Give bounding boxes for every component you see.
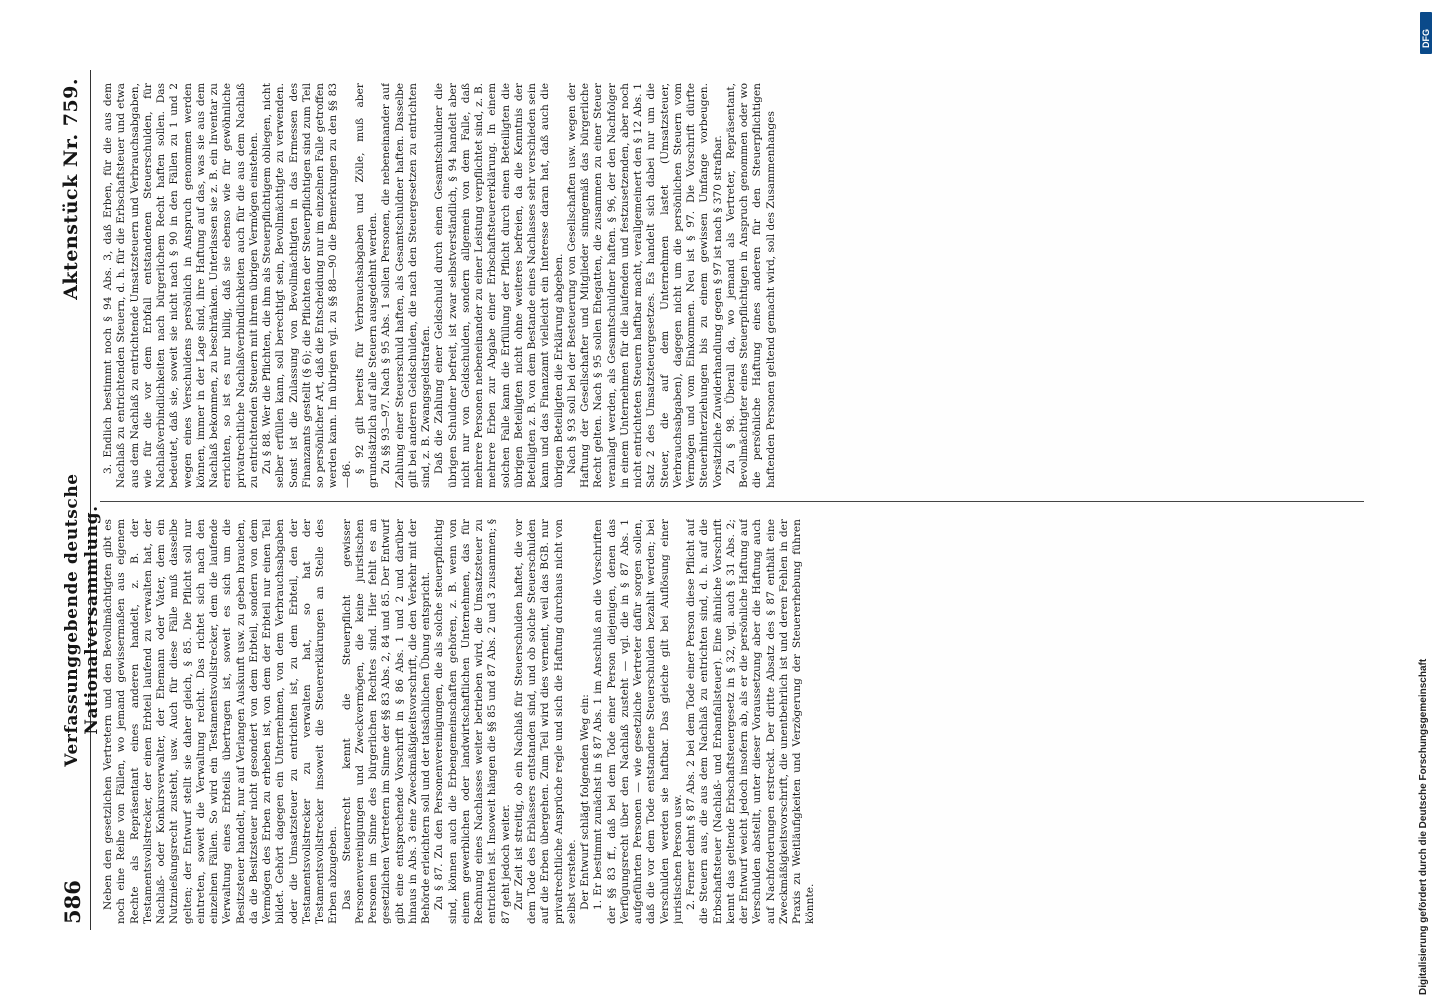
- paragraph: Zur Zeit ist streitig, ob ein Nachlaß für Steuerschulden haftet, die vor dem Tode des Erblassers entstanden sind, und ob solche Steuerschulden auf die Erben übergehen. Zum Teil wird dies verneint, weil das BGB. nur privatrechtliche Ansprüche regle und sich die Haftung durchaus nicht von selbst verstehe.: [512, 519, 578, 924]
- dfg-logo: [1420, 12, 1432, 54]
- paragraph: Zu §§ 93—97. Nach § 95 Abs. 1 sollen Personen, die nebeneinander auf Zahlung einer Steuerschuld haften, als Gesamtschuldner haften. Dasselbe gilt bei anderen Geldschulden, die nach den Steuergesetzen zu entrichten sind, z. B. Zwangsgeldstrafen.: [380, 83, 432, 488]
- paragraph: 1. Er bestimmt zunächst in § 87 Abs. 1 im Anschluß an die Vorschriften der §§ 83 ff., daß bei dem Tode einer Person diejenigen, denen das Verfügungsrecht über den Nachlaß zusteht — vgl. die in § 87 Abs. 1 aufgeführten Personen — wie gesetzliche Vertreter dafür sorgen sollen, daß die vor dem Tode entstandene Steuerschulden bezahlt werden; bei Verschulden werden sie haftbar. Das gleiche gilt bei Auflösung einer juristischen Person usw.: [592, 519, 684, 924]
- paragraph: Zu § 98. Überall da, wo jemand als Vertreter, Repräsentant, Bevollmächtigter eines Steuerpflichtigen in Anspruch genommen oder wo die persönliche Haftung eines anderen für den Steuerpflichtigen haftenden Personen geltend gemacht wird, soll des Zusammenhanges: [724, 83, 777, 488]
- scanned-page: [40, 70, 1380, 930]
- paragraph: 2. Ferner dehnt § 87 Abs. 2 bei dem Tode einer Person diese Pflicht auf die Steuern aus, die aus dem Nachlaß zu entrichten sind, d. h. auf die Erbschaftsteuer (Nachlaß- und Erbanfallsteuer). Eine ähnliche Vorschrift kennt das geltende Erbschaftsteuergesetz in § 32, vgl. auch § 31 Abs. 2; der Entwurf weicht jedoch insofern ab, als er die persönliche Haftung auf Verschulden abstellt, unter dieser Voraussetzung aber die Haftung auch auf Nachforderungen erstreckt. Der dritte Absatz des § 87 enthält eine Zweckmäßigkeitsvorschrift, die unentbehrlich ist und deren Fehlen in der Praxis zu Weitläufigkeiten und Verzögerung der Steuererhebung führen könnte.: [685, 519, 817, 924]
- paragraph: Das Steuerrecht kennt die Steuerpflicht gewisser Personenvereinigungen und Zweckvermögen, die keine juristischen Personen im Sinne des bürgerlichen Rechtes sind. Hier fehlt es an gesetzlichen Vertretern im Sinne der §§ 83 Abs. 2, 84 und 85. Der Entwurf gibt eine entsprechende Vorschrift in § 86 Abs. 1 und 2 und darüber hinaus in Abs. 3 eine Zweckmäßigkeitsvorschrift, die den Verkehr mit der Behörde erleichtern soll und der tatsächlichen Übung entspricht.: [340, 519, 432, 924]
- paragraph: Der Entwurf schlägt folgenden Weg ein:: [579, 694, 591, 910]
- document-number: Aktenstück Nr. 759.: [60, 78, 82, 300]
- right-text-column: [102, 83, 1368, 488]
- paragraph: Zu § 88. Wer die Pflichten, die ihm als Steuerpflichtigem obliegen, nicht selber erfüllen kann, soll berechtigt sein, Bevollmächtigte zu verwenden. Sonst ist die Zulassung von Bevollmächtigten in das Ermessen des Finanzamts gestellt (§ 6); die Pflichten der Steuerpflichtigen sind zum Teil so persönlicher Art, daß die Entscheidung nur im einzelnen Falle getroffen werden kann. Im übrigen vgl. zu §§ 88—90 die Bemerkungen zu den §§ 83—86.: [261, 83, 353, 488]
- column-divider: [100, 501, 1364, 502]
- left-text-column: [102, 519, 1368, 924]
- paragraph: Nach § 93 soll bei der Besteuerung von Gesellschaften usw. wegen der Haftung der Gesellschafter und Mitglieder sinngemäß das bürgerliche Recht gelten. Nach § 95 sollen Ehegatten, die zusammen zu einer Steuer veranlagt werden, als Gesamtschuldner haften. § 96, der den Nachfolger in einem Unternehmen für die laufenden und festzusetzenden, aber noch nicht entrichteten Steuern haftbar macht, verallgemeinert den § 12 Abs. 1 Satz 2 des Umsatzsteuergesetzes. Es handelt sich dabei nur um die Steuer, die auf dem Unternehmen lastet (Umsatzsteuer, Verbrauchsabgaben), dagegen nicht um die persönlichen Steuern vom Vermögen und vom Einkommen. Neu ist § 97. Die Vorschrift dürfte Steuerhinterziehungen bis zu einem gewissen Umfange vorbeugen. Vorsätzliche Zuwiderhandlung gegen § 97 ist nach § 370 strafbar.: [565, 83, 724, 488]
- page-header: [60, 70, 102, 930]
- digitization-credit: Digitalisierung gefördert durch die Deutsche Forschungsgemeinschaft: [1418, 658, 1429, 995]
- paragraph: Zu § 87. Zu den Personenvereinigungen, die als solche steuerpflichtig sind, können auch die Erbengemeinschaften gehören, z. B. wenn von einem gewerblichen oder landwirtschaftlichen Unternehmen, das für Rechnung eines Nachlasses weiter betrieben wird, die Umsatzsteuer zu entrichten ist. Insoweit hängen die §§ 85 und 87 Abs. 2 und 3 zusammen; § 87 geht jedoch weiter.: [433, 519, 512, 924]
- paragraph: Daß die Zahlung einer Geldschuld durch einen Gesamtschuldner die übrigen Schuldner befreit, ist zwar selbstverständlich, § 94 handelt aber nicht nur von Geldschulden, sondern allgemein von dem Falle, daß mehrere Personen nebeneinander zu einer Leistung verpflichtet sind, z. B. mehrere Erben zur Abgabe einer Erbschaftsteuererklärung. In einem solchen Falle kann die Erfüllung der Pflicht durch einen Beteiligten die übrigen Beteiligten nicht ohne weiteres befreien, da die Kenntnis der Beteiligten z. B. von dem Bestande eines Nachlasses sehr verschieden sein kann und das Finanzamt vielleicht ein Interesse daran hat, daß auch die übrigen Beteiligten die Erklärung abgeben.: [433, 83, 565, 488]
- paragraph: § 92 gilt bereits für Verbrauchsabgaben und Zölle, muß aber grundsätzlich auf alle Steuern ausgedehnt werden.: [353, 83, 379, 488]
- paragraph: Neben den gesetzlichen Vertretern und den Bevollmächtigten gibt es noch eine Reihe von Fällen, wo jemand gewissermaßen aus eigenem Rechte als Repräsentant eines anderen handelt, z. B. der Testamentsvollstrecker, der einen Erbteil laufend zu verwalten hat, der Nachlaß- oder Konkursverwalter, der Ehemann oder Vater, dem ein Nutznießungsrecht zusteht, usw. Auch für diese Fälle muß dasselbe gelten; der Entwurf stellt sie daher gleich, § 85. Die Pflicht soll nur eintreten, soweit die Verwaltung reicht. Das richtet sich nach den einzelnen Fällen. So wird ein Testamentsvollstrecker, dem die laufende Verwaltung eines Erbteils übertragen ist, soweit es sich um die Besitzsteuer handelt, nur auf Verlangen Auskunft usw. zu geben brauchen, da die Besitzsteuer nicht gesondert von dem Erbteil, sondern von dem Vermögen des Erben zu erheben ist, von dem der Erbteil nur einen Teil bildet. Gehört dagegen ein Unternehmen, von dem Verbrauchsabgaben oder die Umsatzsteuer zu entrichten ist, zu dem Erbteil, den der Testamentsvollstrecker zu verwalten hat, so hat der Testamentsvollstrecker insoweit die Steuererklärungen an Stelle des Erben abzugeben.: [102, 519, 340, 924]
- dfg-logo-text: DFG: [1421, 29, 1431, 48]
- page-number: 586: [60, 880, 85, 924]
- running-title: Verfassunggebende deutsche Nationalversammlung.: [62, 473, 102, 767]
- paragraph: 3. Endlich bestimmt noch § 94 Abs. 3, daß Erben, für die aus dem Nachlaß zu entrichtenden Steuern, d. h. für die Erbschaftsteuer und etwa aus dem Nachlaß zu entrichtende Umsatzsteuern und Verbrauchsabgaben, wie für die vor dem Erbfall entstandenen Steuerschulden, für Nachlaßverbindlichkeiten nach bürgerlichem Recht haften sollen. Das bedeutet, daß sie, soweit sie nicht nach § 90 in den Fällen zu 1 und 2 wegen eines Verschuldens persönlich in Anspruch genommen werden können, immer in der Lage sind, ihre Haftung auf das, was sie aus dem Nachlaß bekommen, zu beschränken. Unterlassen sie z. B. ein Inventar zu errichten, so ist es nur billig, daß sie ebenso wie für gewöhnliche privatrechtliche Nachlaßverbindlichkeiten auch für die aus dem Nachlaß zu entrichtenden Steuern mit ihrem übrigen Vermögen einstehen.: [102, 83, 260, 488]
